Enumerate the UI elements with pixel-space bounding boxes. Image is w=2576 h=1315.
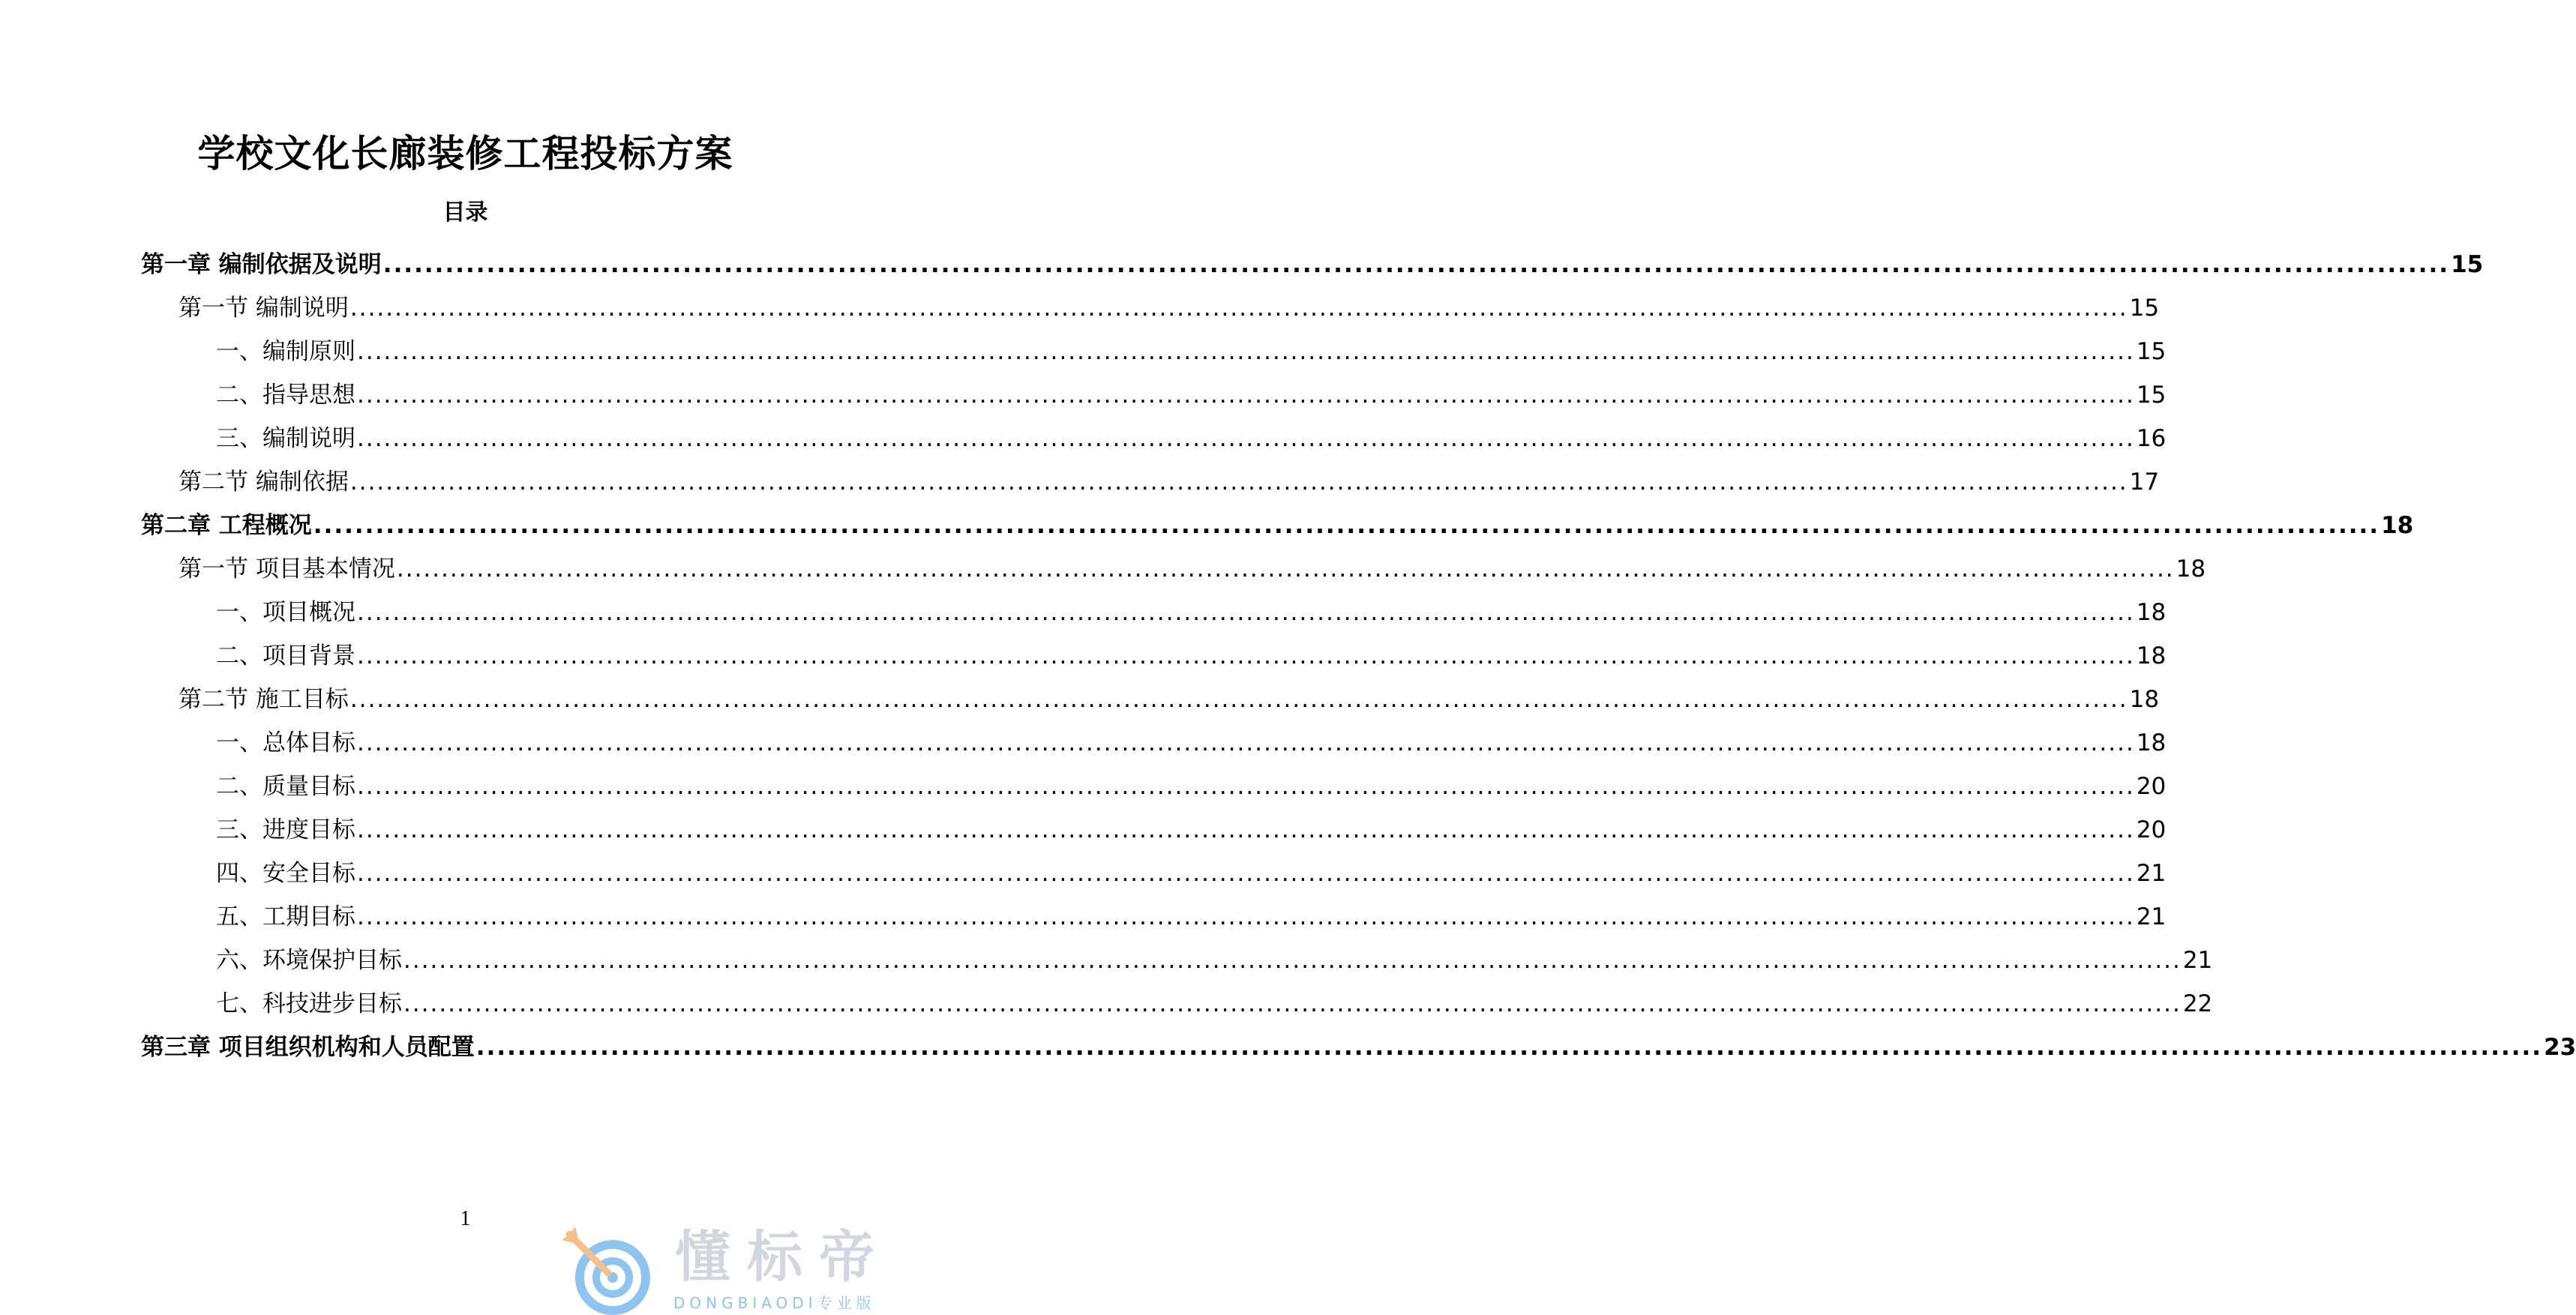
toc-entry-title: 六、环境保护目标	[216, 947, 402, 974]
toc-entry[interactable]	[216, 852, 2167, 890]
toc-dot-leader: ........................................................................................................................................................................................................	[396, 556, 2175, 583]
toc-entry-title: 第二节 编制依据	[178, 469, 349, 496]
toc-dot-leader: ........................................................................................................................................................................................................	[349, 469, 2128, 496]
toc-entry[interactable]	[141, 505, 2414, 542]
toc-entry[interactable]	[141, 244, 2484, 281]
toc-dot-leader: ........................................................................................................................................................................................................	[382, 251, 2450, 278]
toc-entry-title: 第一节 项目基本情况	[178, 556, 395, 583]
toc-entry-title: 第三章 项目组织机构和人员配置	[141, 1034, 475, 1061]
toc-entry-page: 18	[2136, 599, 2167, 626]
toc-dot-leader: ........................................................................................................................................................................................................	[403, 990, 2182, 1017]
toc-entry[interactable]	[216, 809, 2167, 846]
toc-entry[interactable]	[216, 765, 2167, 803]
toc-entry-title: 第二节 施工目标	[178, 686, 349, 713]
watermark	[559, 1224, 911, 1315]
toc-entry-page: 15	[2451, 251, 2484, 278]
toc-entry[interactable]	[178, 548, 2206, 586]
toc-entry-title: 三、进度目标	[216, 816, 355, 843]
toc-dot-leader: ........................................................................................................................................................................................................	[403, 947, 2182, 974]
toc-dot-leader: ........................................................................................................................................................................................................	[313, 512, 2380, 539]
toc-entry-title: 一、总体目标	[216, 729, 355, 756]
document-title: 学校文化长廊装修工程投标方案	[197, 132, 733, 175]
toc-entry-title: 二、质量目标	[216, 773, 355, 800]
toc-entry[interactable]	[216, 722, 2167, 759]
toc-entry-page: 18	[2136, 643, 2167, 669]
toc-entry-title: 二、指导思想	[216, 382, 355, 409]
toc-entry-page: 18	[2136, 729, 2167, 756]
toc-entry-page: 23	[2544, 1034, 2576, 1061]
page-number: 1	[460, 1207, 471, 1230]
toc-entry[interactable]	[178, 461, 2160, 499]
toc-dot-leader: ........................................................................................................................................................................................................	[357, 729, 2135, 756]
toc-dot-leader: ........................................................................................................................................................................................................	[357, 816, 2135, 843]
toc-dot-leader: ........................................................................................................................................................................................................	[357, 599, 2135, 626]
toc-entry[interactable]	[216, 939, 2213, 977]
toc-dot-leader: ........................................................................................................................................................................................................	[357, 338, 2135, 365]
toc-entry-page: 18	[2381, 512, 2414, 539]
toc-entry[interactable]	[141, 1026, 2576, 1064]
toc-dot-leader: ........................................................................................................................................................................................................	[357, 643, 2135, 669]
toc-dot-leader: ........................................................................................................................................................................................................	[357, 860, 2135, 887]
toc-entry[interactable]	[216, 983, 2213, 1020]
target-arrow-icon	[559, 1224, 656, 1315]
toc-dot-leader: ........................................................................................................................................................................................................	[349, 295, 2128, 322]
toc-entry-page: 20	[2136, 773, 2167, 800]
toc-entry-title: 七、科技进步目标	[216, 990, 402, 1017]
toc-entry[interactable]	[216, 635, 2167, 672]
toc-entry[interactable]	[216, 592, 2167, 629]
toc-entry[interactable]	[216, 896, 2167, 933]
toc-dot-leader: ........................................................................................................................................................................................................	[357, 903, 2135, 930]
toc-dot-leader: ........................................................................................................................................................................................................	[357, 773, 2135, 800]
toc-entry-page: 20	[2136, 816, 2167, 843]
toc-entry-page: 21	[2136, 860, 2167, 887]
toc-heading: 目录	[442, 199, 488, 226]
toc-entry-title: 四、安全目标	[216, 860, 355, 887]
toc-dot-leader: ........................................................................................................................................................................................................	[357, 382, 2135, 409]
toc-entry-page: 21	[2136, 903, 2167, 930]
toc-entry-page: 15	[2136, 382, 2167, 409]
toc-entry-page: 16	[2136, 425, 2167, 452]
toc-entry-page: 18	[2129, 686, 2160, 713]
toc-entry[interactable]	[216, 331, 2167, 368]
toc-dot-leader: ........................................................................................................................................................................................................	[349, 686, 2128, 713]
toc-entry-page: 15	[2129, 295, 2160, 322]
toc-entry[interactable]	[178, 678, 2160, 716]
toc-dot-leader: ........................................................................................................................................................................................................	[357, 425, 2135, 452]
toc-entry-title: 一、编制原则	[216, 338, 355, 365]
toc-entry-title: 第一章 编制依据及说明	[141, 251, 382, 278]
toc-entry[interactable]	[178, 287, 2160, 325]
toc-entry-page: 17	[2129, 469, 2160, 496]
toc-entry-page: 22	[2182, 990, 2213, 1017]
watermark-subtitle: DONGBIAODI专业版	[673, 1294, 876, 1312]
toc-entry-page: 21	[2182, 947, 2213, 974]
toc-entry-title: 五、工期目标	[216, 903, 355, 930]
toc-entry-page: 18	[2176, 556, 2206, 583]
toc-entry-title: 一、项目概况	[216, 599, 355, 626]
watermark-brand-name: 懂标帝	[675, 1225, 891, 1290]
toc-dot-leader: ........................................................................................................................................................................................................	[475, 1034, 2543, 1061]
toc-entry-title: 第二章 工程概况	[141, 512, 312, 539]
toc-entry[interactable]	[216, 418, 2167, 455]
toc-entry-title: 三、编制说明	[216, 425, 355, 452]
toc-entry[interactable]	[216, 374, 2167, 412]
toc-entry-title: 第一节 编制说明	[178, 295, 349, 322]
toc-entry-title: 二、项目背景	[216, 643, 355, 669]
toc-entry-page: 15	[2136, 338, 2167, 365]
